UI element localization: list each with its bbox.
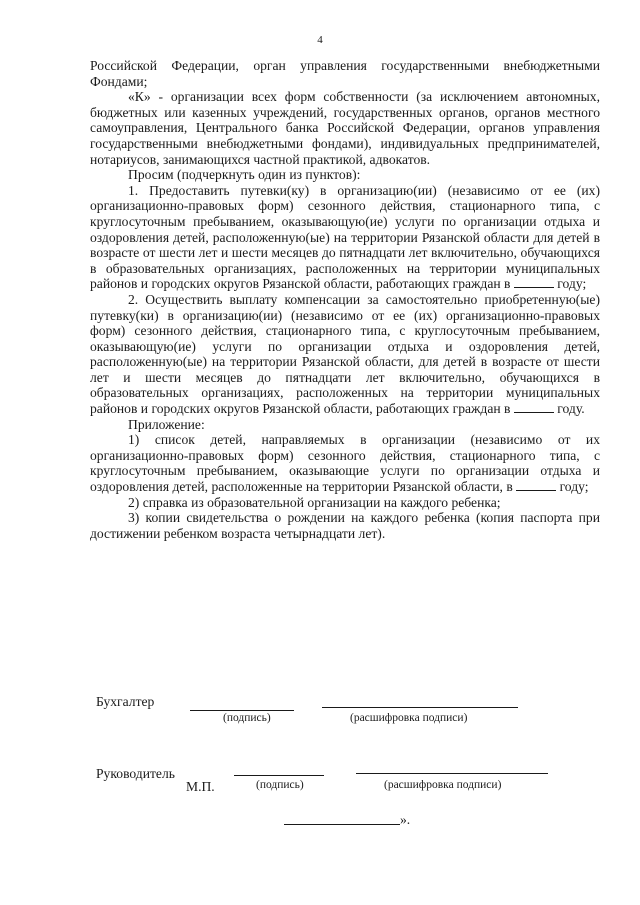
appendix-1-text: 1) список детей, направляемых в организации (независимо от их организационно-правовых форм) сезонного действия, стационарного типа, с круглосуточным пребыванием, оказывающие услуги по организации отдыха и оздоровления детей, расположенные на территории Рязанской области, в [90, 432, 600, 495]
paragraph-item-2 [90, 292, 600, 417]
accountant-decoding-line[interactable] [322, 707, 518, 708]
item-2-text: 2. Осуществить выплату компенсации за самостоятельно приобретенную(ые) путевку(ки) в организацию(ии) (независимо от ее (их) организационно-правовых форм) сезонного действия, стационарного типа, с круглосуточным пребыванием, оказывающую(ие) услуги по организации отдыха и оздоровления детей, расположенную(ые) на территории Рязанской области, для детей в возрасте от шести лет и шести месяцев до пятнадцати лет включительно, обучающихся в образовательных организациях, расположенных на территории муниципальных районов и городских округов Рязанской области, работающих граждан в [90, 291, 600, 417]
appendix-item-2: 2) справка из образовательной организации на каждого ребенка; [128, 494, 501, 510]
head-signature-caption: (подпись) [256, 779, 304, 791]
accountant-label: Бухгалтер [96, 694, 155, 709]
item-2-year-word: году. [557, 401, 585, 417]
accountant-signature-line[interactable] [190, 710, 294, 711]
year-blank[interactable] [516, 479, 556, 491]
page-number: 4 [317, 34, 323, 46]
year-blank[interactable] [514, 276, 554, 288]
seal-label: М.П. [186, 779, 215, 794]
head-label: Руководитель [96, 766, 175, 781]
head-decoding-line[interactable] [356, 773, 548, 774]
appendix-item-1 [90, 432, 600, 494]
paragraph-federation-fund: Российской Федерации, орган управления государственными внебюджетными Фондами; [90, 58, 600, 89]
year-blank[interactable] [514, 401, 554, 413]
paragraph-code-k: «К» - организации всех форм собственности (за исключением автономных, бюджетных или казенных учреждений, государственных органов, органов местного самоуправления, Центрального банка Российской Федерации, органов управления государственными внебюджетными фондами), индивидуальных предпринимателей, нотариусов, занимающихся частной практикой, адвокатов. [90, 89, 600, 167]
item-1-text: 1. Предоставить путевки(ку) в организацию(ии) (независимо от ее (их) организационно-правовых форм) сезонного действия, стационарного типа, с круглосуточным пребыванием, оказывающую(ие) услуги по организации отдыха и оздоровления детей, расположенную(ые) на территории Рязанской области для детей в возрасте от шести лет и шести месяцев до пятнадцати лет включительно, обучающихся в образовательных организациях, расположенных на территории муниципальных районов и городских округов Рязанской области, работающих граждан в [90, 182, 600, 292]
appendix-item-3: 3) копии свидетельства о рождении на каждого ребенка (копия паспорта при достижении ребенком возраста четырнадцати лет). [90, 510, 600, 541]
date-line[interactable] [284, 824, 400, 825]
head-decoding-caption: (расшифровка подписи) [384, 779, 502, 791]
accountant-signature-caption: (подпись) [223, 712, 271, 724]
document-body [90, 58, 600, 541]
paragraph-item-1 [90, 183, 600, 292]
appendix-heading: Приложение: [128, 416, 205, 432]
head-signature-line[interactable] [234, 775, 324, 776]
appendix-1-year-word: году; [559, 479, 589, 495]
date-suffix: ». [400, 812, 411, 827]
item-1-year-word: году; [557, 276, 587, 292]
paragraph-request-intro: Просим (подчеркнуть один из пунктов): [128, 167, 361, 183]
accountant-decoding-caption: (расшифровка подписи) [350, 712, 468, 724]
